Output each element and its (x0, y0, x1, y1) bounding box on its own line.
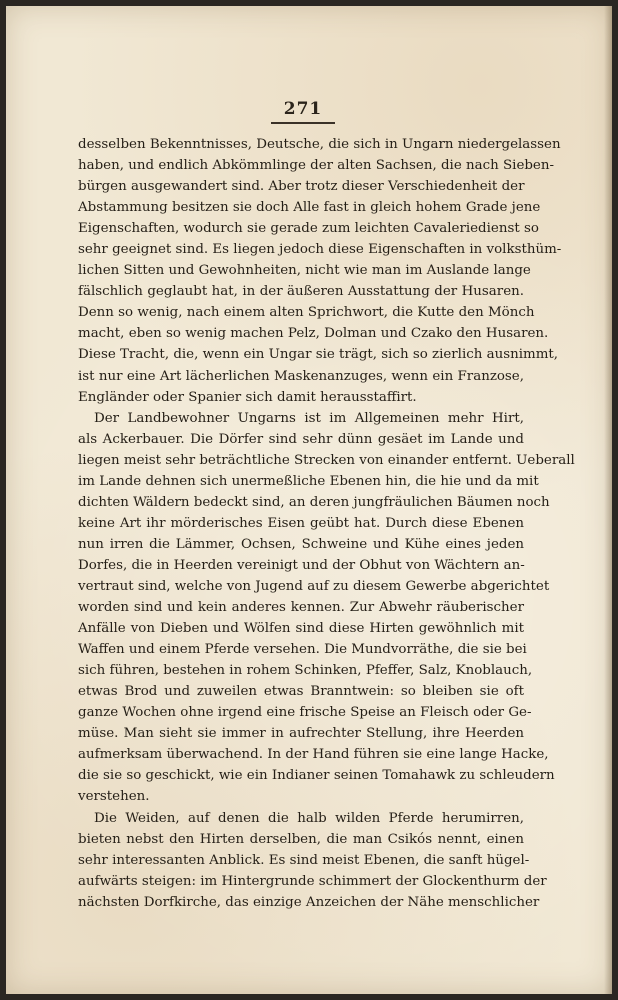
text-line: Die Weiden, auf denen die halb wilden Pferde herumirren, (94, 810, 524, 826)
text-line: bürgen ausgewandert sind. Aber trotz dieser Verschiedenheit der (78, 179, 525, 195)
text-line: haben, und endlich Abkömmlinge der alten Sachsen, die nach Sieben- (78, 158, 555, 174)
text-line: als Ackerbauer. Die Dörfer sind sehr dünn gesäet im Lande und (78, 431, 524, 447)
text-line: Denn so wenig, nach einem alten Sprichwort, die Kutte den Mönch (78, 305, 535, 321)
text-line: ganze Wochen ohne irgend eine frische Speise an Fleisch oder Ge- (78, 705, 532, 721)
text-line: vertraut sind, welche von Jugend auf zu diesem Gewerbe abgerichtet (78, 578, 550, 594)
text-line: Eigenschaften, wodurch sie gerade zum leichten Cavaleriedienst so (78, 221, 539, 237)
text-line: die sie so geschickt, wie ein Indianer seinen Tomahawk zu schleudern (78, 768, 555, 784)
text-line: worden sind und kein anderes kennen. Zur Abwehr räuberischer (78, 600, 524, 616)
text-line: lichen Sitten und Gewohnheiten, nicht wie man im Auslande lange (78, 263, 531, 279)
text-line: fälschlich geglaubt hat, in der äußeren Ausstattung der Husaren. (78, 284, 524, 300)
header-rule (271, 122, 335, 124)
text-line: müse. Man sieht sie immer in aufrechter Stellung, ihre Heerden (78, 726, 524, 742)
text-line: Waffen und einem Pferde versehen. Die Mundvorräthe, die sie bei (78, 642, 527, 658)
text-line: sehr geeignet sind. Es liegen jedoch diese Eigenschaften in volksthüm- (78, 242, 562, 258)
text-line: nächsten Dorfkirche, das einzige Anzeichen der Nähe menschlicher (78, 894, 540, 910)
text-line: aufwärts steigen: im Hintergrunde schimmert der Glockenthurm der (78, 873, 547, 889)
text-line: keine Art ihr mörderisches Eisen geübt hat. Durch diese Ebenen (78, 515, 524, 531)
text-line: ist nur eine Art lächerlichen Maskenanzuges, wenn ein Franzose, (78, 368, 524, 384)
text-line: Der Landbewohner Ungarns ist im Allgemeinen mehr Hirt, (94, 410, 524, 426)
text-line: verstehen. (78, 789, 150, 805)
text-line: Diese Tracht, die, wenn ein Ungar sie trägt, sich so zierlich ausnimmt, (78, 347, 559, 363)
text-line: Engländer oder Spanier sich damit herausstaffirt. (78, 389, 417, 405)
text-line: Dorfes, die in Heerden vereinigt und der Obhut von Wächtern an- (78, 557, 525, 573)
page-number: 271 (283, 99, 323, 119)
text-line: bieten nebst den Hirten derselben, die man Csikós nennt, einen (78, 831, 524, 847)
text-line: dichten Wäldern bedeckt sind, an deren jungfräulichen Bäumen noch (78, 494, 550, 510)
text-line: nun irren die Lämmer, Ochsen, Schweine und Kühe eines jeden (78, 536, 524, 552)
text-line: etwas Brod und zuweilen etwas Branntwein: so bleiben sie oft (78, 684, 524, 700)
text-line: Anfälle von Dieben und Wölfen sind diese Hirten gewöhnlich mit (78, 621, 524, 637)
text-line: desselben Bekenntnisses, Deutsche, die sich in Ungarn niedergelassen (78, 137, 561, 152)
text-line: im Lande dehnen sich unermeßliche Ebenen hin, die hie und da mit (78, 473, 539, 489)
text-line: sehr interessanten Anblick. Es sind meist Ebenen, die sanft hügel- (78, 852, 530, 868)
book-page (6, 6, 612, 994)
text-line: sich führen, bestehen in rohem Schinken, Pfeffer, Salz, Knoblauch, (78, 663, 533, 679)
text-line: aufmerksam überwachend. In der Hand führen sie eine lange Hacke, (78, 747, 549, 763)
page-edge-shadow (604, 6, 612, 994)
text-line: Abstammung besitzen sie doch Alle fast in gleich hohem Grade jene (78, 200, 541, 216)
text-line: liegen meist sehr beträchtliche Strecken von einander entfernt. Ueberall (78, 452, 575, 468)
text-line: macht, eben so wenig machen Pelz, Dolman und Czako den Husaren. (78, 326, 549, 342)
body-text (78, 134, 575, 913)
